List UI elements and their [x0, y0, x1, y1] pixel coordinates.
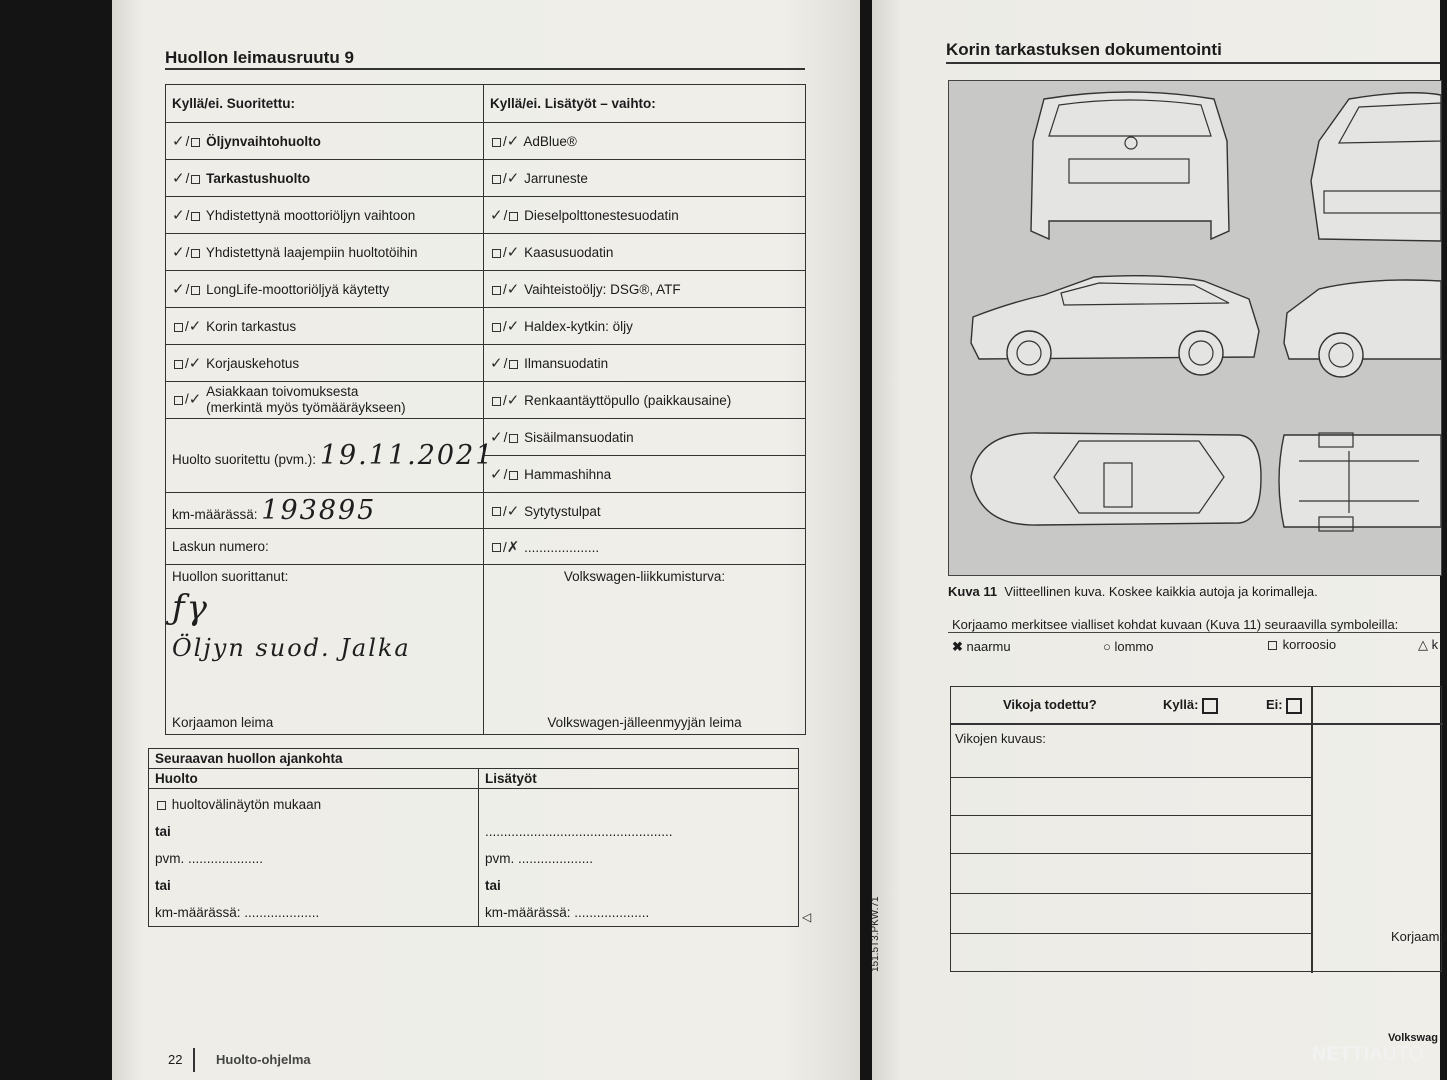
arrow-left-icon: ◁: [802, 910, 812, 924]
service-date-cell: Huolto suoritettu (pvm.): 19.11.2021: [166, 419, 484, 493]
row-extra-6: ✓/ Ilmansuodatin: [484, 345, 806, 382]
car-diagram: [949, 81, 1441, 575]
next-extras-cell: .................................................. pvm. .................... tai km-määrässä: ....................: [479, 789, 799, 927]
faults-yes: Kyllä:: [1163, 697, 1218, 714]
row-extra-4: /✓ Vaihteistoöljy: DSG®, ATF: [484, 271, 806, 308]
row-service-2: ✓/ Yhdistettynä moottoriöljyn vaihtoon: [166, 197, 484, 234]
row-service-1: ✓/ Tarkastushuolto: [166, 160, 484, 197]
row-service-4: ✓/ LongLife-moottoriöljyä käytetty: [166, 271, 484, 308]
symbol-scratch: ✖ naarmu: [952, 639, 1011, 654]
symbol-dent: ○ lommo: [1103, 639, 1154, 654]
title-rule: [165, 68, 805, 70]
nettiauto-logo: NETTIAUTO: [1312, 1044, 1424, 1065]
faults-no: Ei:: [1266, 697, 1302, 714]
col1-header: Kyllä/ei. Suoritettu:: [166, 85, 484, 123]
handwritten-note: Öljyn suod. Jalka: [172, 634, 411, 662]
handwritten-date: 19.11.2021: [319, 440, 495, 471]
cross-icon: ✖: [952, 639, 963, 654]
row-extra-11: /✗ ....................: [484, 529, 806, 565]
korjaamo-label: Korjaamo: [1391, 929, 1447, 944]
row-service-0: ✓/ Öljynvaihtohuolto: [166, 123, 484, 160]
car-side-view-2-icon: [1284, 280, 1441, 377]
circle-icon: ○: [1103, 639, 1111, 654]
triangle-icon: △: [1418, 637, 1428, 652]
checkbox-icon: [492, 138, 501, 147]
car-top-view-icon: [971, 433, 1261, 525]
row-extra-3: /✓ Kaasusuodatin: [484, 234, 806, 271]
row-service-3: ✓/ Yhdistettynä laajempiin huoltotöihin: [166, 234, 484, 271]
symbol-corrosion: korroosio: [1266, 637, 1336, 652]
next-col2-header: Lisätyöt: [479, 769, 799, 789]
row-extra-5: /✓ Haldex-kytkin: öljy: [484, 308, 806, 345]
row-service-5: /✓ Korin tarkastus: [166, 308, 484, 345]
faults-question: Vikoja todettu?: [1003, 697, 1097, 712]
body-check-title: Korin tarkastuksen dokumentointi: [946, 40, 1222, 59]
row-extra-9: ✓/ Hammashihna: [484, 456, 806, 493]
car-diagram-panel: [948, 80, 1442, 576]
footer-divider: [193, 1048, 195, 1072]
row-extra-1: /✓ Jarruneste: [484, 160, 806, 197]
page-title: Huollon leimausruutu 9: [165, 48, 354, 67]
car-rear-view-icon: [1031, 92, 1229, 239]
row-extra-7: /✓ Renkaantäyttöpullo (paikkausaine): [484, 382, 806, 419]
footer-title: Huolto-ohjelma: [216, 1052, 311, 1067]
row-extra-2: ✓/ Dieselpolttonestesuodatin: [484, 197, 806, 234]
invoice-cell: Laskun numero:: [166, 529, 484, 565]
no-checkbox: [1286, 698, 1302, 714]
brand-footer: Volkswag: [1388, 1032, 1438, 1044]
next-service-title: Seuraavan huollon ajankohta: [149, 749, 799, 769]
document-code: 151.5T3.PKW.71: [870, 896, 881, 972]
km-cell: km-määrässä: 193895: [166, 493, 484, 529]
row-extra-8: ✓/ Sisäilmansuodatin: [484, 419, 806, 456]
checkbox-icon: [191, 138, 200, 147]
instruction-rule: [948, 632, 1440, 633]
row-service-7: /✓ Asiakkaan toivomuksesta (merkintä myös työmääräykseen): [166, 382, 484, 419]
row-service-6: /✓ Korjauskehotus: [166, 345, 484, 382]
checkmark-icon: ✓: [172, 132, 185, 150]
next-service-table: [148, 748, 799, 927]
body-check-rule: [946, 62, 1440, 64]
yes-checkbox: [1202, 698, 1218, 714]
square-icon: [1268, 641, 1277, 650]
fault-table: [950, 686, 1447, 972]
service-stamp-table: [165, 84, 806, 735]
car-front-view-icon: [1311, 93, 1441, 241]
handwritten-km: 193895: [261, 495, 377, 526]
car-side-view-icon: [971, 276, 1259, 375]
performed-by-cell: Huollon suorittanut: ƒγ Öljyn suod. Jalka Korjaamon leima: [166, 565, 484, 735]
row-extra-10: /✓ Sytytystulpat: [484, 493, 806, 529]
next-service-cell: huoltovälinäytön mukaan tai pvm. .................... tai km-määrässä: ....................: [149, 789, 479, 927]
fault-description-label: Vikojen kuvaus:: [955, 731, 1046, 746]
col2-header: Kyllä/ei. Lisätyöt – vaihto:: [484, 85, 806, 123]
car-underbody-icon: [1279, 433, 1441, 531]
page-number: 22: [168, 1052, 183, 1067]
next-col1-header: Huolto: [149, 769, 479, 789]
symbol-other: △ k: [1418, 637, 1439, 652]
signature-icon: ƒγ: [172, 588, 209, 628]
instruction-text: Korjaamo merkitsee vialliset kohdat kuvaan (Kuva 11) seuraavilla symboleilla:: [952, 617, 1399, 632]
figure-caption: Kuva 11 Viitteellinen kuva. Koskee kaikkia autoja ja korimalleja.: [948, 584, 1318, 599]
warranty-cell: Volkswagen-liikkumisturva: Volkswagen-jälleenmyyjän leima: [484, 565, 806, 735]
row-extra-0: /✓ AdBlue®: [484, 123, 806, 160]
checkmark-icon: ✓: [506, 132, 520, 150]
